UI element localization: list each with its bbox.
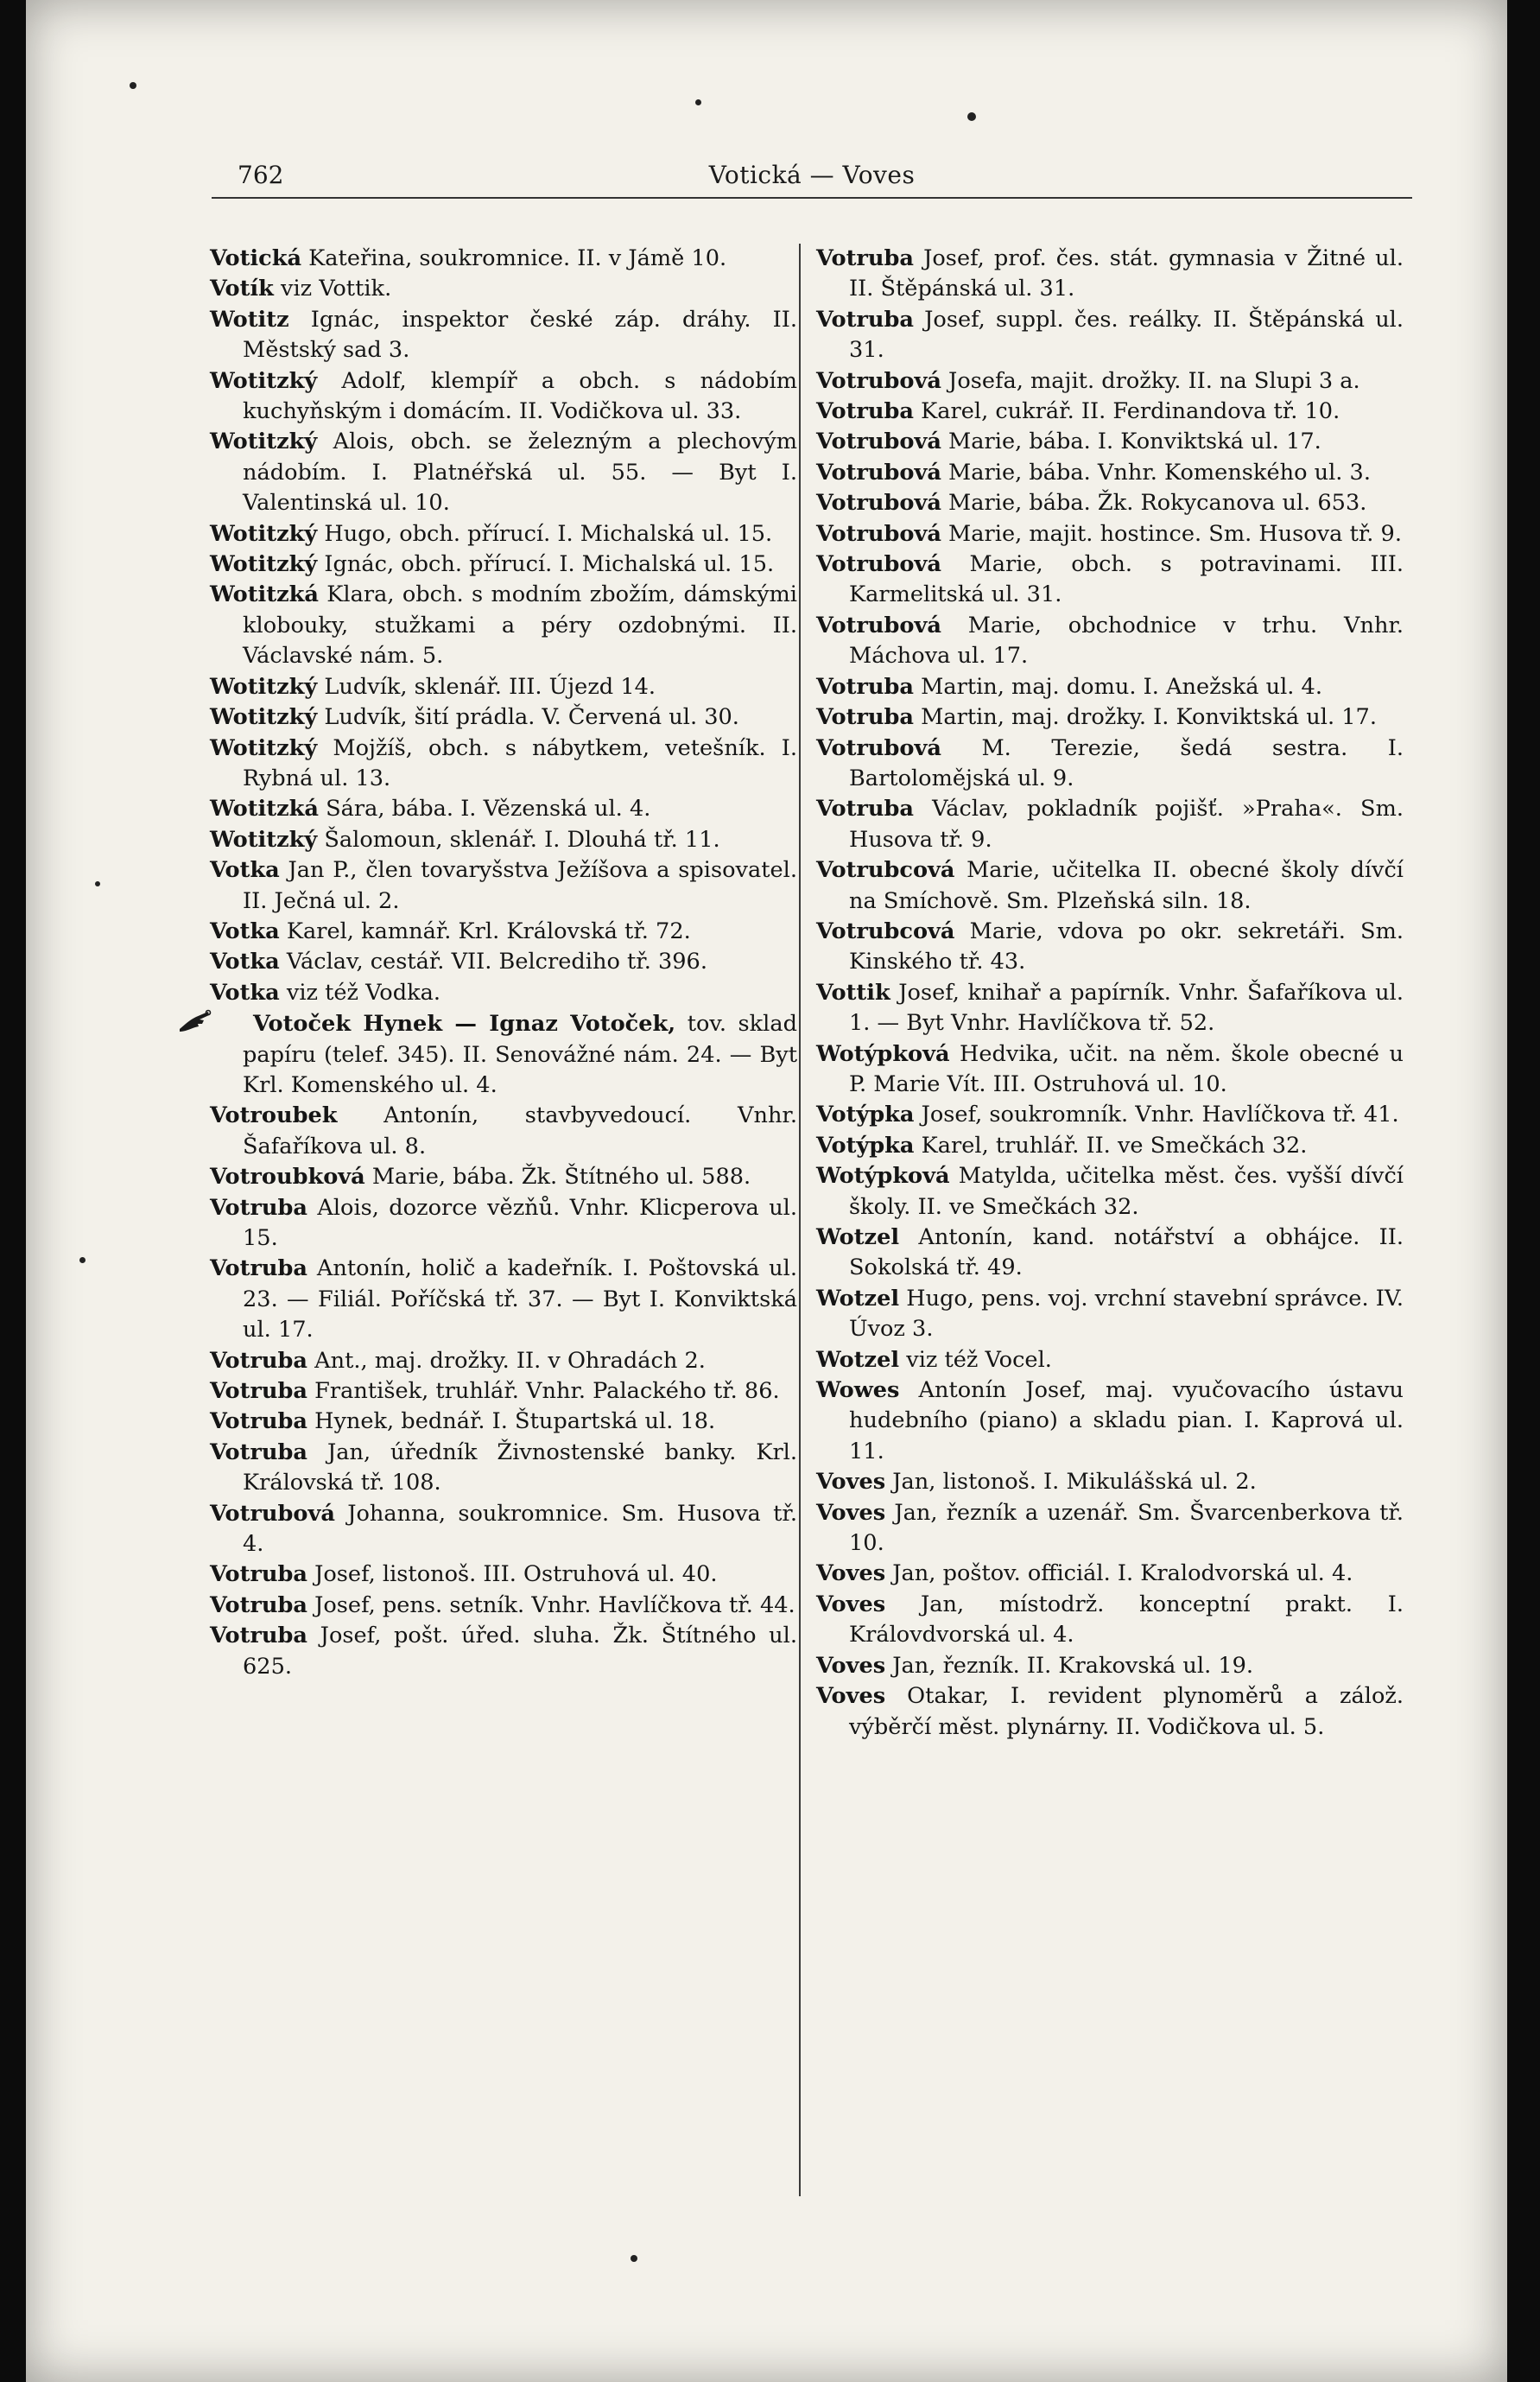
entry-surname: Wotitzká [210, 581, 319, 608]
entry-surname: Wotitzký [210, 367, 318, 394]
entry-surname: Wotzel [816, 1285, 900, 1312]
directory-entry [210, 427, 797, 518]
entry-details: Ant., maj. drožky. II. v Ohradách 2. [307, 1347, 706, 1374]
directory-entry [210, 1193, 797, 1255]
print-speck [95, 881, 100, 886]
entry-details: Matylda, učitelka měst. čes. vyšší dívčí školy. II. ve Smečkách 32. [849, 1163, 1404, 1220]
entry-details: Ignác, inspektor české záp. dráhy. II. Městský sad 3. [243, 306, 797, 364]
entry-details: Karel, kamnář. Krl. Královská tř. 72. [279, 918, 691, 944]
entry-surname: Voves [816, 1560, 886, 1587]
print-speck [695, 99, 701, 105]
directory-entry [210, 1162, 797, 1192]
entry-surname: Voves [816, 1683, 886, 1710]
entry-details: M. Terezie, šedá sestra. I. Bartolomějská ul. 9. [849, 734, 1404, 791]
entry-details: Karel, truhlář. II. ve Smečkách 32. [914, 1132, 1308, 1159]
entry-surname: Votruba [210, 1561, 307, 1588]
entry-details: Jan, místodrž. konceptní prakt. I. Královdvorská ul. 4. [849, 1591, 1404, 1648]
entry-details: Josef, prof. čes. stát. gymnasia v Žitné ul. II. Štěpánská ul. 31. [849, 245, 1404, 302]
directory-entry [816, 244, 1404, 305]
entry-surname: Wotýpková [816, 1040, 950, 1067]
entry-details: Václav, cestář. VII. Belcrediho tř. 396. [279, 949, 707, 975]
entry-surname: Votrubcová [816, 918, 955, 944]
directory-entry [816, 488, 1404, 518]
entry-details: František, truhlář. Vnhr. Palackého tř. 86. [307, 1378, 780, 1405]
directory-entry [816, 427, 1404, 457]
entry-surname: Voves [816, 1652, 886, 1679]
directory-entry [816, 1345, 1404, 1375]
directory-page [26, 0, 1507, 2382]
entry-details: Martin, maj. domu. I. Anežská ul. 4. [913, 673, 1322, 700]
directory-entry [210, 1376, 797, 1407]
directory-entry [816, 794, 1404, 855]
entry-details: Antonín, kand. notářství a obhájce. II. Sokolská tř. 49. [849, 1224, 1404, 1281]
directory-entry [816, 1161, 1404, 1223]
directory-entry [210, 519, 797, 549]
directory-entry [816, 397, 1404, 427]
directory-entry [816, 458, 1404, 488]
entry-surname: Wotitzký [210, 551, 318, 578]
entry-surname: Votýpka [816, 1102, 915, 1128]
entry-surname: Votruba [816, 673, 914, 700]
directory-entry [816, 672, 1404, 702]
entry-details: Antonín Josef, maj. vyučovacího ústavu hudebního (piano) a skladu pian. I. Kaprová ul. 11. [849, 1377, 1404, 1464]
entry-details: Jan P., člen tovaryšstva Ježíšova a spisovatel. II. Ječná ul. 2. [243, 857, 797, 914]
entry-details: Jan, listonoš. I. Mikulášská ul. 2. [885, 1469, 1257, 1496]
entry-details: Jan, poštov. officiál. I. Kralodvorská ul. 4. [885, 1560, 1353, 1587]
directory-entry [210, 1008, 797, 1101]
page-number: 762 [238, 161, 284, 189]
entry-details: Alois, dozorce vězňů. Vnhr. Klicperova ul. 15. [243, 1194, 797, 1251]
entry-surname: Wotitz [210, 306, 289, 333]
directory-entry [210, 1621, 797, 1682]
entry-details: Marie, obchodnice v trhu. Vnhr. Máchova ul. 17. [849, 612, 1404, 670]
entry-details: Hedvika, učit. na něm. škole obecné u P. Marie Vít. III. Ostruhová ul. 10. [849, 1040, 1404, 1097]
directory-entry [210, 917, 797, 947]
entry-surname: Votroubková [210, 1164, 365, 1191]
entry-surname: Votoček Hynek — Ignaz Votoček, [253, 1011, 676, 1038]
directory-entry [816, 1498, 1404, 1559]
entry-surname: Wotýpková [816, 1163, 950, 1190]
directory-entry [816, 1559, 1404, 1589]
entry-surname: Votická [210, 245, 302, 271]
directory-entry [210, 702, 797, 733]
entry-surname: Votroubek [210, 1102, 338, 1129]
pointing-hand-icon [210, 1008, 246, 1034]
directory-entry [816, 702, 1404, 733]
directory-entry [210, 1254, 797, 1345]
entry-details: Ludvík, šití prádla. V. Červená ul. 30. [317, 704, 739, 731]
left-column [210, 244, 797, 1682]
entry-surname: Voves [816, 1591, 886, 1617]
entry-surname: Wotitzký [210, 429, 318, 455]
entry-details: Mojžíš, obch. s nábytkem, vetešník. I. Rybná ul. 13. [243, 734, 797, 791]
entry-details: Ignác, obch. přírucí. I. Michalská ul. 15. [317, 551, 775, 578]
directory-entry [816, 519, 1404, 549]
entry-surname: Wotitzká [210, 796, 319, 823]
directory-entry [210, 1438, 797, 1499]
entry-surname: Votrubová [816, 367, 941, 394]
directory-entry [210, 794, 797, 824]
directory-entry [210, 1499, 797, 1560]
entry-details: Alois, obch. se železným a plechovým nádobím. I. Platnéřská ul. 55. — Byt I. Valentinská ul. 10. [243, 429, 797, 517]
entry-surname: Votík [210, 276, 274, 302]
entry-details: viz též Vodka. [279, 979, 440, 1006]
entry-details: viz též Vocel. [899, 1346, 1052, 1373]
entry-details: Kateřina, soukromnice. II. v Jámě 10. [301, 245, 727, 271]
entry-details: Josef, pens. setník. Vnhr. Havlíčkova tř. 44. [307, 1591, 795, 1618]
directory-entry [816, 1039, 1404, 1101]
entry-surname: Votka [210, 918, 280, 944]
directory-entry [816, 978, 1404, 1039]
directory-entry [210, 244, 797, 274]
directory-entry [816, 1467, 1404, 1497]
directory-entry [210, 978, 797, 1008]
directory-entry [210, 1101, 797, 1162]
entry-surname: Votrubová [816, 459, 941, 486]
entry-details: Josef, listonoš. III. Ostruhová ul. 40. [307, 1561, 718, 1588]
entry-details: Hynek, bednář. I. Štupartská ul. 18. [307, 1408, 716, 1435]
directory-entry [816, 1284, 1404, 1345]
right-column [816, 244, 1404, 1743]
entry-details: Klara, obch. s modním zbožím, dámskými klobouky, stužkami a péry ozdobnými. II. Václavské nám. 5. [243, 581, 797, 670]
entry-surname: Votruba [816, 398, 914, 425]
directory-entry [210, 1407, 797, 1437]
directory-entry [816, 734, 1404, 795]
entry-surname: Votrubová [816, 520, 941, 547]
entry-details: Josef, soukromník. Vnhr. Havlíčkova tř. 41. [914, 1102, 1399, 1128]
entry-details: Marie, majit. hostince. Sm. Husova tř. 9. [941, 520, 1402, 547]
print-speck [967, 112, 976, 121]
entry-details: Šalomoun, sklenář. I. Dlouhá tř. 11. [317, 826, 720, 853]
page-header [212, 154, 1412, 199]
entry-details: Ludvík, sklenář. III. Újezd 14. [317, 673, 656, 700]
directory-entry [210, 580, 797, 671]
entry-surname: Votruba [816, 306, 914, 333]
entry-surname: Wotzel [816, 1346, 900, 1373]
entry-surname: Votrubová [816, 551, 941, 578]
directory-entry [816, 917, 1404, 978]
entry-details: Marie, bába. Vnhr. Komenského ul. 3. [941, 459, 1371, 486]
entry-surname: Votruba [210, 1408, 307, 1435]
entry-surname: Voves [816, 1469, 886, 1496]
directory-entry [210, 734, 797, 795]
entry-details: Antonín, stavbyvedoucí. Vnhr. Šafaříkova ul. 8. [243, 1102, 797, 1159]
entry-details: Marie, bába. Žk. Rokycanova ul. 653. [941, 490, 1367, 517]
entry-surname: Votrubcová [816, 857, 955, 884]
directory-entry [816, 1681, 1404, 1743]
entry-details: Václav, pokladník pojišť. »Praha«. Sm. Husova tř. 9. [849, 796, 1404, 853]
entry-details: Josef, pošt. úřed. sluha. Žk. Štítného ul. 625. [243, 1623, 797, 1680]
directory-entry [210, 1559, 797, 1590]
directory-entry [816, 305, 1404, 366]
entry-details: Adolf, klempíř a obch. s nádobím kuchyňským i domácím. II. Vodičkova ul. 33. [243, 367, 797, 425]
directory-entry [816, 1131, 1404, 1161]
running-head: Votická — Voves [708, 161, 916, 189]
directory-entry [210, 825, 797, 855]
entry-surname: Wowes [816, 1377, 900, 1404]
directory-entry [210, 672, 797, 702]
entry-surname: Wotitzký [210, 520, 318, 547]
entry-details: viz Vottik. [273, 276, 392, 302]
entry-surname: Votruba [816, 245, 914, 271]
entry-surname: Votrubová [816, 490, 941, 517]
directory-entry [210, 305, 797, 366]
entry-surname: Votrubová [816, 612, 941, 638]
directory-entry [816, 1651, 1404, 1681]
directory-entry [816, 1100, 1404, 1130]
directory-entry [210, 1346, 797, 1376]
directory-entry [210, 549, 797, 580]
entry-surname: Votruba [210, 1194, 307, 1221]
print-speck [79, 1257, 86, 1263]
directory-entry [210, 366, 797, 428]
entry-details: Jan, úředník Živnostenské banky. Krl. Královská tř. 108. [243, 1439, 797, 1496]
entry-surname: Votka [210, 949, 280, 975]
entry-surname: Votruba [816, 796, 914, 823]
entry-details: Antonín, holič a kadeřník. I. Poštovská ul. 23. — Filiál. Poříčská tř. 37. — Byt I. Konviktská ul. 17. [243, 1255, 797, 1343]
entry-surname: Votruba [210, 1255, 307, 1282]
directory-entry [210, 855, 797, 917]
print-speck [130, 82, 136, 89]
entry-details: Otakar, I. revident plynoměrů a zálož. výběrčí měst. plynárny. II. Vodičkova ul. 5. [849, 1683, 1404, 1740]
directory-entry [210, 274, 797, 304]
directory-entry [816, 1223, 1404, 1284]
entry-surname: Wotitzký [210, 826, 318, 853]
entry-details: Marie, bába. Žk. Štítného ul. 588. [364, 1164, 751, 1191]
entry-details: Josef, knihař a papírník. Vnhr. Šafaříkova ul. 1. — Byt Vnhr. Havlíčkova tř. 52. [849, 979, 1404, 1037]
directory-entry [816, 549, 1404, 611]
entry-details: Karel, cukrář. II. Ferdinandova tř. 10. [913, 398, 1340, 425]
directory-entry [816, 855, 1404, 917]
entry-surname: Wotitzký [210, 673, 318, 700]
entry-details: Marie, učitelka II. obecné školy dívčí na Smíchově. Sm. Plzeňská siln. 18. [849, 857, 1404, 914]
print-speck [631, 2255, 637, 2262]
entry-surname: Votruba [816, 704, 914, 731]
directory-entry [210, 1591, 797, 1621]
entry-details: Sára, bába. I. Vězenská ul. 4. [318, 796, 651, 823]
directory-entry [816, 1590, 1404, 1651]
entry-details: Josefa, majit. drožky. II. na Slupi 3 a. [941, 367, 1360, 394]
directory-entry [816, 1375, 1404, 1467]
directory-entry [816, 611, 1404, 672]
entry-details: Hugo, obch. přírucí. I. Michalská ul. 15. [317, 520, 773, 547]
entry-surname: Wotitzký [210, 704, 318, 731]
entry-details: Marie, vdova po okr. sekretáři. Sm. Kinského tř. 43. [849, 918, 1404, 975]
entry-surname: Votýpka [816, 1132, 915, 1159]
entry-surname: Votruba [210, 1439, 307, 1465]
column-divider [799, 244, 801, 2196]
entry-details: Jan, řezník. II. Krakovská ul. 19. [885, 1652, 1254, 1679]
entry-details: Johanna, soukromnice. Sm. Husova tř. 4. [243, 1500, 797, 1558]
entry-surname: Votrubová [210, 1500, 335, 1527]
entry-details: Josef, suppl. čes. reálky. II. Štěpánská ul. 31. [849, 306, 1404, 364]
entry-surname: Votrubová [816, 734, 941, 761]
entry-details: Martin, maj. drožky. I. Konviktská ul. 17. [913, 704, 1377, 731]
entry-surname: Votrubová [816, 429, 941, 455]
entry-surname: Votruba [210, 1623, 307, 1649]
entry-surname: Wotitzký [210, 734, 318, 761]
entry-surname: Votruba [210, 1347, 307, 1374]
entry-surname: Vottik [816, 979, 890, 1006]
entry-surname: Votka [210, 857, 280, 884]
entry-details: Marie, obch. s potravinami. III. Karmelitská ul. 31. [849, 551, 1404, 608]
entry-surname: Wotzel [816, 1224, 900, 1250]
directory-entry [816, 366, 1404, 397]
entry-surname: Votka [210, 979, 280, 1006]
entry-details: tov. sklad papíru (telef. 345). II. Senovážné nám. 24. — Byt Krl. Komenského ul. 4. [243, 1011, 797, 1098]
entry-surname: Voves [816, 1499, 886, 1526]
directory-entry [210, 947, 797, 977]
entry-surname: Votruba [210, 1591, 307, 1618]
entry-details: Marie, bába. I. Konviktská ul. 17. [941, 429, 1321, 455]
entry-details: Hugo, pens. voj. vrchní stavební správce. IV. Úvoz 3. [849, 1285, 1404, 1343]
entry-details: Jan, řezník a uzenář. Sm. Švarcenberkova tř. 10. [849, 1499, 1404, 1557]
entry-surname: Votruba [210, 1378, 307, 1405]
